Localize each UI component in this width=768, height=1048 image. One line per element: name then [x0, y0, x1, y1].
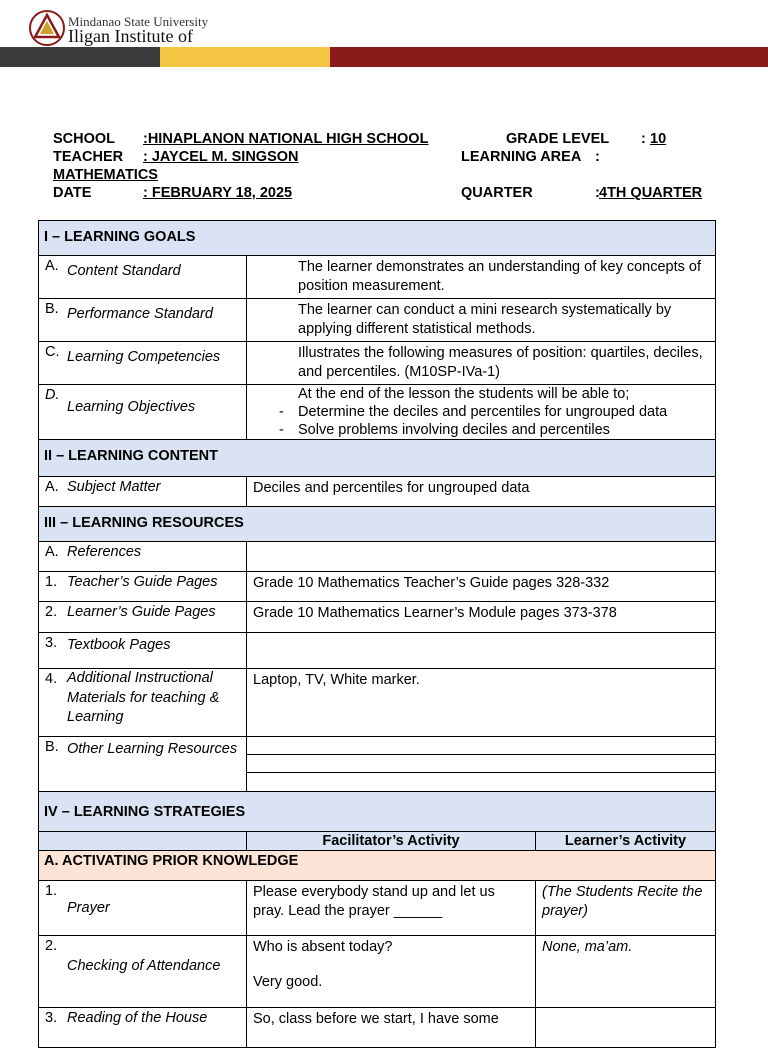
table-header-row: [39, 832, 716, 851]
content-standard-label: Content Standard: [67, 263, 181, 279]
row-number: A.: [45, 479, 59, 495]
additional-materials-value: Laptop, TV, White marker.: [247, 669, 716, 737]
row-number: 1.: [45, 574, 58, 590]
brand-band-dark: [0, 47, 160, 67]
teachers-guide-label: Teacher’s Guide Pages: [67, 574, 218, 590]
row-number: D.: [45, 387, 60, 403]
section-learning-goals: I – LEARNING GOALS: [39, 221, 716, 256]
grade-label: GRADE LEVEL: [506, 131, 610, 147]
area-label: LEARNING AREA: [461, 149, 582, 165]
row-number: 3.: [45, 1010, 58, 1026]
teacher-label: TEACHER: [53, 149, 124, 165]
row-number: A.: [45, 258, 59, 274]
attendance-learner: None, ma’am.: [536, 936, 716, 1008]
reading-house-label: Reading of the House: [67, 1010, 208, 1026]
brand-band-gold: [160, 47, 330, 67]
school-label: SCHOOL: [53, 131, 116, 147]
table-row: [39, 385, 716, 440]
row-number: B.: [45, 739, 59, 755]
activating-prior-knowledge-heading: A. ACTIVATING PRIOR KNOWLEDGE: [39, 851, 716, 881]
table-row: [39, 256, 716, 299]
table-row: [39, 881, 716, 936]
brand-band-maroon: [330, 47, 768, 67]
institute-name: Iligan Institute of: [68, 26, 193, 46]
content-standard-value: The learner demonstrates an understanding of key concepts of position measurement.: [247, 256, 716, 299]
grade-value: 10: [650, 131, 667, 147]
quarter-label: QUARTER: [461, 185, 533, 201]
textbook-label: Textbook Pages: [67, 637, 171, 653]
attendance-facilitator-question: Who is absent today?: [253, 939, 393, 955]
section-learning-content: II – LEARNING CONTENT: [39, 440, 716, 477]
teacher-value: : JAYCEL M. SINGSON: [143, 149, 299, 165]
quarter-value: 4TH QUARTER: [599, 185, 703, 201]
date-label: DATE: [53, 185, 92, 201]
objectives-intro: At the end of the lesson the students will be able to;: [298, 386, 630, 402]
msu-iit-seal-icon: [28, 8, 66, 48]
blank-line: [247, 773, 715, 790]
row-number: 4.: [45, 671, 58, 687]
teachers-guide-value: Grade 10 Mathematics Teacher’s Guide pages 328-332: [247, 572, 716, 602]
blank-line: [247, 755, 715, 773]
lesson-plan-table: [38, 220, 716, 1048]
prayer-facilitator: Please everybody stand up and let us pray. Lead the prayer ______: [247, 881, 536, 936]
other-resources-label: Other Learning Resources: [67, 741, 238, 757]
table-row: [39, 669, 716, 737]
grade-colon: :: [641, 131, 646, 147]
section-learning-resources: III – LEARNING RESOURCES: [39, 507, 716, 542]
attendance-facilitator-reply: Very good.: [253, 974, 323, 990]
competencies-label: Learning Competencies: [67, 349, 221, 365]
row-number: 2.: [45, 938, 58, 954]
learners-guide-value: Grade 10 Mathematics Learner’s Module pages 373-378: [247, 602, 716, 633]
area-value: MATHEMATICS: [53, 167, 158, 183]
subject-matter-label: Subject Matter: [67, 479, 161, 495]
row-number: B.: [45, 301, 59, 317]
date-value: : FEBRUARY 18, 2025: [143, 185, 293, 201]
competencies-value: Illustrates the following measures of position: quartiles, deciles, and percentiles. (M10SP-IVa-1): [247, 342, 716, 385]
table-row: [39, 572, 716, 602]
prayer-learner: (The Students Recite the prayer): [536, 881, 716, 936]
row-number: A.: [45, 544, 59, 560]
area-colon: :: [595, 149, 600, 165]
school-value: :HINAPLANON NATIONAL HIGH SCHOOL: [143, 131, 429, 147]
table-row: [39, 633, 716, 669]
quarter-colon: :: [595, 185, 600, 201]
additional-materials-label: Additional Instructional Materials for teaching & Learning: [67, 670, 220, 725]
reading-house-facilitator: So, class before we start, I have some: [247, 1008, 536, 1048]
row-number: C.: [45, 344, 60, 360]
row-number: 1.: [45, 883, 58, 899]
row-number: 3.: [45, 635, 58, 651]
row-number: 2.: [45, 604, 58, 620]
learners-guide-label: Learner’s Guide Pages: [67, 604, 216, 620]
section-learning-strategies: IV – LEARNING STRATEGIES: [39, 792, 716, 832]
table-row: [39, 737, 716, 792]
subject-matter-value: Deciles and percentiles for ungrouped data: [247, 477, 716, 507]
attendance-label: Checking of Attendance: [67, 958, 221, 974]
lesson-meta: [53, 130, 733, 202]
facilitator-column-header: Facilitator’s Activity: [247, 832, 536, 851]
university-name: Mindanao State University: [68, 14, 209, 29]
learner-column-header: Learner’s Activity: [536, 832, 716, 851]
institution-logo: [28, 6, 273, 50]
references-label: References: [67, 544, 142, 560]
table-row: [39, 542, 716, 572]
objective-item: - Determine the deciles and percentiles for ungrouped data: [253, 403, 709, 421]
performance-standard-value: The learner can conduct a mini research systematically by applying different statistical methods.: [247, 299, 716, 342]
table-row: [39, 477, 716, 507]
performance-standard-label: Performance Standard: [67, 306, 213, 322]
prayer-label: Prayer: [67, 900, 110, 916]
table-row: [39, 1008, 716, 1048]
objectives-label: Learning Objectives: [67, 399, 196, 415]
objective-item: - Solve problems involving deciles and percentiles: [253, 421, 709, 439]
table-row: [39, 342, 716, 385]
table-row: [39, 936, 716, 1008]
table-row: [39, 602, 716, 633]
blank-line: [247, 737, 715, 755]
table-row: [39, 299, 716, 342]
